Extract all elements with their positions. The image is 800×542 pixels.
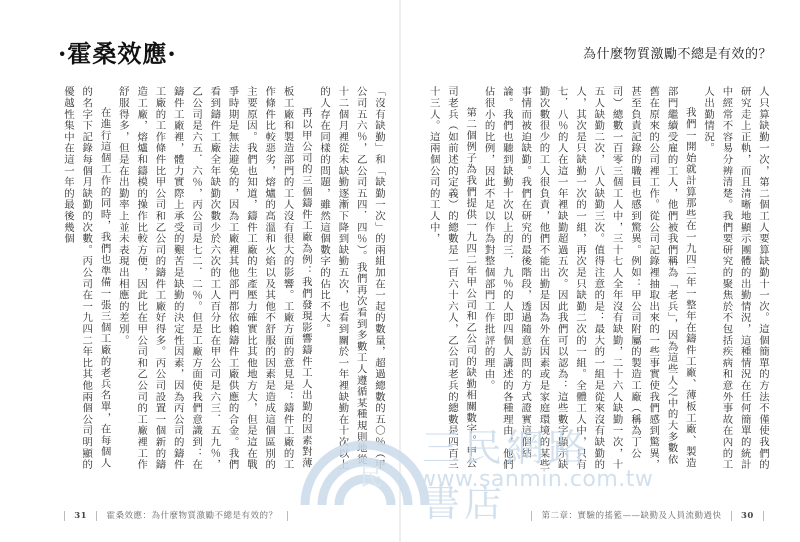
- page-number: 30: [740, 511, 754, 521]
- right-page-footer: [525, 509, 770, 521]
- left-page-footer: [58, 509, 294, 521]
- footer-divider: [287, 511, 288, 521]
- footer-divider: [96, 511, 97, 521]
- right-page-body: [420, 86, 772, 476]
- paragraph: 「沒有缺勤」和「缺勤一次」的兩組加在一起的數量，超過總數的五〇％（甲公司五六％，乙公司五四．四％）。我們再次看到多數工人遵循某種規則地從十二個月裡從未缺勤逐漸下降到缺勤五次，也看到關於一年裡缺勤在十次以上的人存在同樣的問題，雖然這個數字的佔比不大。: [318, 86, 385, 471]
- watermark-logo-char: 民: [360, 466, 383, 491]
- footer-title: 第二章：實驗的搖籃——缺勤及人員流動過快: [541, 511, 722, 521]
- left-page-body: [58, 86, 388, 476]
- paragraph: 再以甲公司的三個鑄件工廠為例：我們發現影響鑄件工人出勤的因素對薄板工廠和製造部門的工人沒有很大的影響。工廠方面的意見是：鑄件工廠的工作條件比較惡劣，熔爐的高溫和火焰以及其他不舒服的因素是造成這個區別的主要原因。我們也知道，鑄件工廠的生產壓力確實比其他地方大，但是這在戰爭時期是無法避免的，因為工廠裡其他部門都依賴鑄件工廠供應的合金。我們看到鑄件工廠全年缺勤次數少於六次的工人百分比在甲公司是六三．五九％，乙公司是六五．六％，丙公司是七二．二％。但是工廠方面使我們意識到：在鑄件工廠裡，體力實際上承受的艱苦是缺勤的決定性因素，因為丙公司的鑄件工廠的工作條件比甲公司和乙公司的鑄件工廠好得多。丙公司設置一個新的鑄造工廠，熔爐和鑄模的操作比較方便，因此比在甲公司和乙公司的工廠裡工作舒服得多，但是在出勤率上並未表現出相應的差別。: [116, 86, 312, 471]
- paragraph: 我們一開始就計算那些在一九四二年一整年在鑄件工廠、薄板工廠、製造部門繼續受雇的工人，他們被我們稱為「老兵」，因為這些人之中的大多數依舊在原來的公司裡工作。從公司記錄裡抽取出來的一些事實使我們感到驚異，甚至負責記錄的職員也感到驚異。例如：甲公司附屬的製造工廠（稱為丁公司）總數一百零三個工人中，三十七人全年沒有缺勤，二十六人缺勤一次，十五人缺勤二次，八人缺勤三次。值得注意的是：最大的一組是從來沒有缺勤的人，其次是只缺勤一次的一組，再次是只缺勤二次的一組。全體工人中，只有七．八％的人在這一年裡缺勤超過五次。因此我們可以認為：這些數字顯示缺勤次數很少的工人很負責，他們不能出勤是因為外在因素或是家庭環境的某些事情而被迫缺勤。我們在研究的最後階段，透過隨意訪問的方式證實這個結論。我們也聽到缺勤十次以上的三．九％的人即四個人講述的各種理由，他們佔很小的比例，因此不足以作為對整個部門工作批評的理由。: [482, 86, 696, 471]
- footer-divider: [64, 511, 65, 521]
- footer-title: 霍桑效應：為什麼物質激勵不總是有效的？: [106, 511, 278, 521]
- book-running-title: ·霍桑效應·: [58, 39, 177, 68]
- paragraph: 第二個例子為我們提供一九四二年甲公司和乙公司的缺勤相關數字。甲公司老兵（如前述的定義）的總數是一百六十六人，乙公司老兵的總數是四百三十三人。這兩個公司的工人中，: [427, 86, 477, 471]
- footer-divider: [763, 511, 764, 521]
- paragraph: 人只算缺勤一次，第二個工人要算缺勤十一次。這個簡單的方法不僅使我們的研究走上正軌，而且清晰地顯示團體的出勤情況，這種情況在任何簡單的統計中經常不容易分辨清楚。我們要研究的聚焦於不包括疾病和意外事故在內的工人出勤情況。: [702, 86, 769, 471]
- watermark-url: www.sanmin.com.tw: [418, 467, 654, 492]
- footer-divider: [731, 511, 732, 521]
- page-number: 31: [74, 511, 88, 521]
- footer-divider: [531, 511, 532, 521]
- chapter-running-title: 為什麼物質激勵不總是有效的？: [582, 47, 772, 62]
- watermark-name: 三民網路書店: [422, 426, 591, 525]
- paragraph: 在進行這個工作的同時，我們也準備一張三個工廠的老兵名單，在每個人的名字下記錄每個月缺勤的次數。丙公司在一九四二年比其他兩個公司明顯的優越性集中在這一年的最後幾個: [61, 86, 111, 471]
